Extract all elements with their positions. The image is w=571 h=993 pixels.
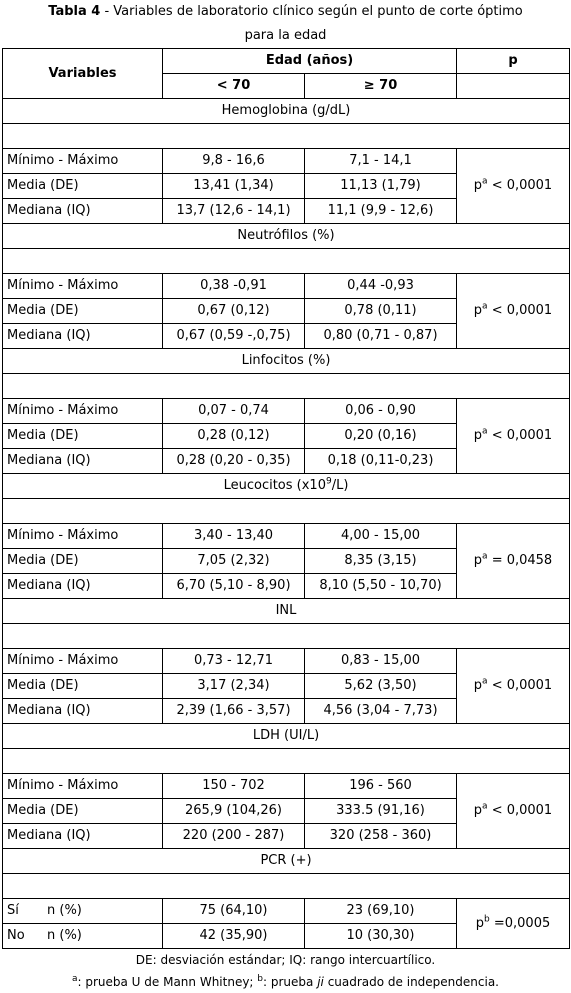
footnotes (0, 949, 571, 993)
p-value-text: = 0,0458 (487, 553, 553, 568)
footnote-text-a: : prueba U de Mann Whitney; (77, 975, 258, 989)
section-title: Neutrófilos (%) (3, 224, 570, 249)
row-label: Media (DE) (3, 799, 163, 824)
p-superscript: a (482, 426, 488, 437)
section-header-row (3, 724, 570, 749)
footnote-italic-ji: ji (317, 975, 324, 989)
cell-lt70: 265,9 (104,26) (163, 799, 305, 824)
row-label: Mediana (IQ) (3, 199, 163, 224)
row-label: Media (DE) (3, 424, 163, 449)
cell-ge70: 0,20 (0,16) (305, 424, 457, 449)
p-base: p (475, 915, 485, 931)
cell-lt70: 3,40 - 13,40 (163, 524, 305, 549)
section-title: INL (3, 599, 570, 624)
cell-lt70: 9,8 - 16,6 (163, 149, 305, 174)
section-header-row (3, 599, 570, 624)
cell-ge70: 8,35 (3,15) (305, 549, 457, 574)
cell-ge70: 23 (69,10) (305, 899, 457, 924)
row-label-unit: n (%) (47, 903, 82, 918)
cell-p-value (457, 399, 570, 474)
table-caption-line1: - Variables de laboratorio clínico según el punto de corte óptimo (100, 4, 523, 19)
row-label: Mediana (IQ) (3, 699, 163, 724)
cell-lt70: 0,28 (0,12) (163, 424, 305, 449)
section-title-sup: 9 (325, 476, 332, 487)
section-spacer-cell (3, 624, 570, 649)
cell-lt70: 220 (200 - 287) (163, 824, 305, 849)
p-base: p (473, 553, 483, 568)
cell-p-value (457, 524, 570, 599)
cell-lt70: 42 (35,90) (163, 924, 305, 949)
row-label: Mediana (IQ) (3, 824, 163, 849)
section-spacer-cell (3, 249, 570, 274)
section-spacer (3, 374, 570, 399)
p-superscript: a (482, 676, 488, 687)
footnote-text-end: cuadrado de independencia. (323, 975, 499, 989)
section-spacer (3, 874, 570, 899)
row-label: Mínimo - Máximo (3, 774, 163, 799)
footnote-abbreviations: DE: desviación estándar; IQ: rango intercuartílico. (135, 953, 436, 967)
row-label: Mínimo - Máximo (3, 149, 163, 174)
footnote-sup-a: a (71, 974, 78, 984)
cell-ge70: 7,1 - 14,1 (305, 149, 457, 174)
cell-lt70: 0,07 - 0,74 (163, 399, 305, 424)
cell-p-value (457, 899, 570, 949)
row-label: Mediana (IQ) (3, 324, 163, 349)
table-row (3, 774, 570, 799)
cell-ge70: 4,56 (3,04 - 7,73) (305, 699, 457, 724)
cell-ge70: 196 - 560 (305, 774, 457, 799)
cell-lt70: 0,67 (0,59 -,0,75) (163, 324, 305, 349)
row-label (3, 924, 163, 949)
section-spacer-cell (3, 499, 570, 524)
row-label: Media (DE) (3, 674, 163, 699)
p-base: p (473, 678, 483, 693)
cell-ge70: 0,06 - 0,90 (305, 399, 457, 424)
cell-ge70: 0,83 - 15,00 (305, 649, 457, 674)
cell-ge70: 0,80 (0,71 - 0,87) (305, 324, 457, 349)
section-title: Linfocitos (%) (3, 349, 570, 374)
p-base: p (473, 428, 483, 443)
row-label: Mínimo - Máximo (3, 524, 163, 549)
cell-lt70: 13,7 (12,6 - 14,1) (163, 199, 305, 224)
section-title: LDH (UI/L) (3, 724, 570, 749)
cell-ge70: 320 (258 - 360) (305, 824, 457, 849)
header-variables: Variables (3, 49, 163, 99)
cell-lt70: 0,67 (0,12) (163, 299, 305, 324)
cell-ge70: 8,10 (5,50 - 10,70) (305, 574, 457, 599)
section-spacer (3, 499, 570, 524)
header-p: p (457, 49, 570, 74)
cell-lt70: 6,70 (5,10 - 8,90) (163, 574, 305, 599)
table-number: Tabla 4 (48, 4, 101, 19)
cell-lt70: 13,41 (1,34) (163, 174, 305, 199)
cell-lt70: 7,05 (2,32) (163, 549, 305, 574)
p-superscript: a (482, 801, 488, 812)
section-spacer-cell (3, 749, 570, 774)
header-edad: Edad (años) (163, 49, 457, 74)
section-spacer-cell (3, 124, 570, 149)
cell-p-value (457, 274, 570, 349)
section-spacer (3, 749, 570, 774)
header-lt70: < 70 (163, 74, 305, 99)
cell-ge70: 5,62 (3,50) (305, 674, 457, 699)
section-header-row (3, 224, 570, 249)
p-value-text: =0,0005 (489, 915, 551, 931)
cell-p-value (457, 149, 570, 224)
row-label: Media (DE) (3, 549, 163, 574)
section-spacer (3, 124, 570, 149)
p-superscript: a (482, 301, 488, 312)
section-header-row (3, 474, 570, 499)
row-label: Mediana (IQ) (3, 449, 163, 474)
cell-ge70: 11,13 (1,79) (305, 174, 457, 199)
cell-lt70: 2,39 (1,66 - 3,57) (163, 699, 305, 724)
cell-lt70: 0,28 (0,20 - 0,35) (163, 449, 305, 474)
row-label: Mínimo - Máximo (3, 274, 163, 299)
cell-lt70: 3,17 (2,34) (163, 674, 305, 699)
table-title (0, 0, 571, 48)
cell-ge70: 10 (30,30) (305, 924, 457, 949)
cell-ge70: 0,18 (0,11-0,23) (305, 449, 457, 474)
cell-ge70: 333.5 (91,16) (305, 799, 457, 824)
row-label: Mediana (IQ) (3, 574, 163, 599)
p-value-text: < 0,0001 (487, 803, 553, 818)
p-superscript: b (484, 914, 490, 925)
section-title: PCR (+) (3, 849, 570, 874)
cell-lt70: 75 (64,10) (163, 899, 305, 924)
cell-lt70: 0,73 - 12,71 (163, 649, 305, 674)
section-spacer-cell (3, 874, 570, 899)
p-superscript: a (482, 551, 488, 562)
table-row (3, 149, 570, 174)
footnote-tests (0, 971, 571, 993)
cell-ge70: 0,44 -0,93 (305, 274, 457, 299)
section-header-row (3, 99, 570, 124)
section-spacer (3, 249, 570, 274)
row-label: Mínimo - Máximo (3, 649, 163, 674)
p-base: p (473, 803, 483, 818)
footnote-text-b: : prueba (263, 975, 318, 989)
section-title-post: /L) (331, 478, 349, 493)
row-label: Media (DE) (3, 299, 163, 324)
table-row (3, 399, 570, 424)
section-spacer-cell (3, 374, 570, 399)
p-value-text: < 0,0001 (487, 178, 553, 193)
row-label-category: No (7, 928, 25, 943)
p-value-text: < 0,0001 (487, 428, 553, 443)
row-label (3, 899, 163, 924)
table-row (3, 274, 570, 299)
p-base: p (473, 303, 483, 318)
section-header-row (3, 849, 570, 874)
p-base: p (473, 178, 483, 193)
table-row (3, 524, 570, 549)
section-title-pre: Leucocitos (x10 (223, 478, 326, 493)
p-value-text: < 0,0001 (487, 303, 553, 318)
cell-ge70: 4,00 - 15,00 (305, 524, 457, 549)
section-title: Hemoglobina (g/dL) (3, 99, 570, 124)
row-label-category: Sí (7, 903, 19, 918)
footnote-sup-b: b (257, 974, 264, 984)
lab-variables-table (2, 48, 570, 949)
header-p-blank (457, 74, 570, 99)
table-caption-line2: para la edad (244, 28, 327, 43)
section-title (3, 474, 570, 499)
row-label: Mínimo - Máximo (3, 399, 163, 424)
p-value-text: < 0,0001 (487, 678, 553, 693)
cell-ge70: 0,78 (0,11) (305, 299, 457, 324)
header-row-1 (3, 49, 570, 74)
table-row (3, 649, 570, 674)
cell-p-value (457, 774, 570, 849)
row-label-unit: n (%) (47, 928, 82, 943)
cell-lt70: 0,38 -0,91 (163, 274, 305, 299)
header-ge70: ≥ 70 (305, 74, 457, 99)
row-label: Media (DE) (3, 174, 163, 199)
section-spacer (3, 624, 570, 649)
p-superscript: a (482, 176, 488, 187)
table-row (3, 899, 570, 924)
cell-lt70: 150 - 702 (163, 774, 305, 799)
cell-p-value (457, 649, 570, 724)
section-header-row (3, 349, 570, 374)
cell-ge70: 11,1 (9,9 - 12,6) (305, 199, 457, 224)
